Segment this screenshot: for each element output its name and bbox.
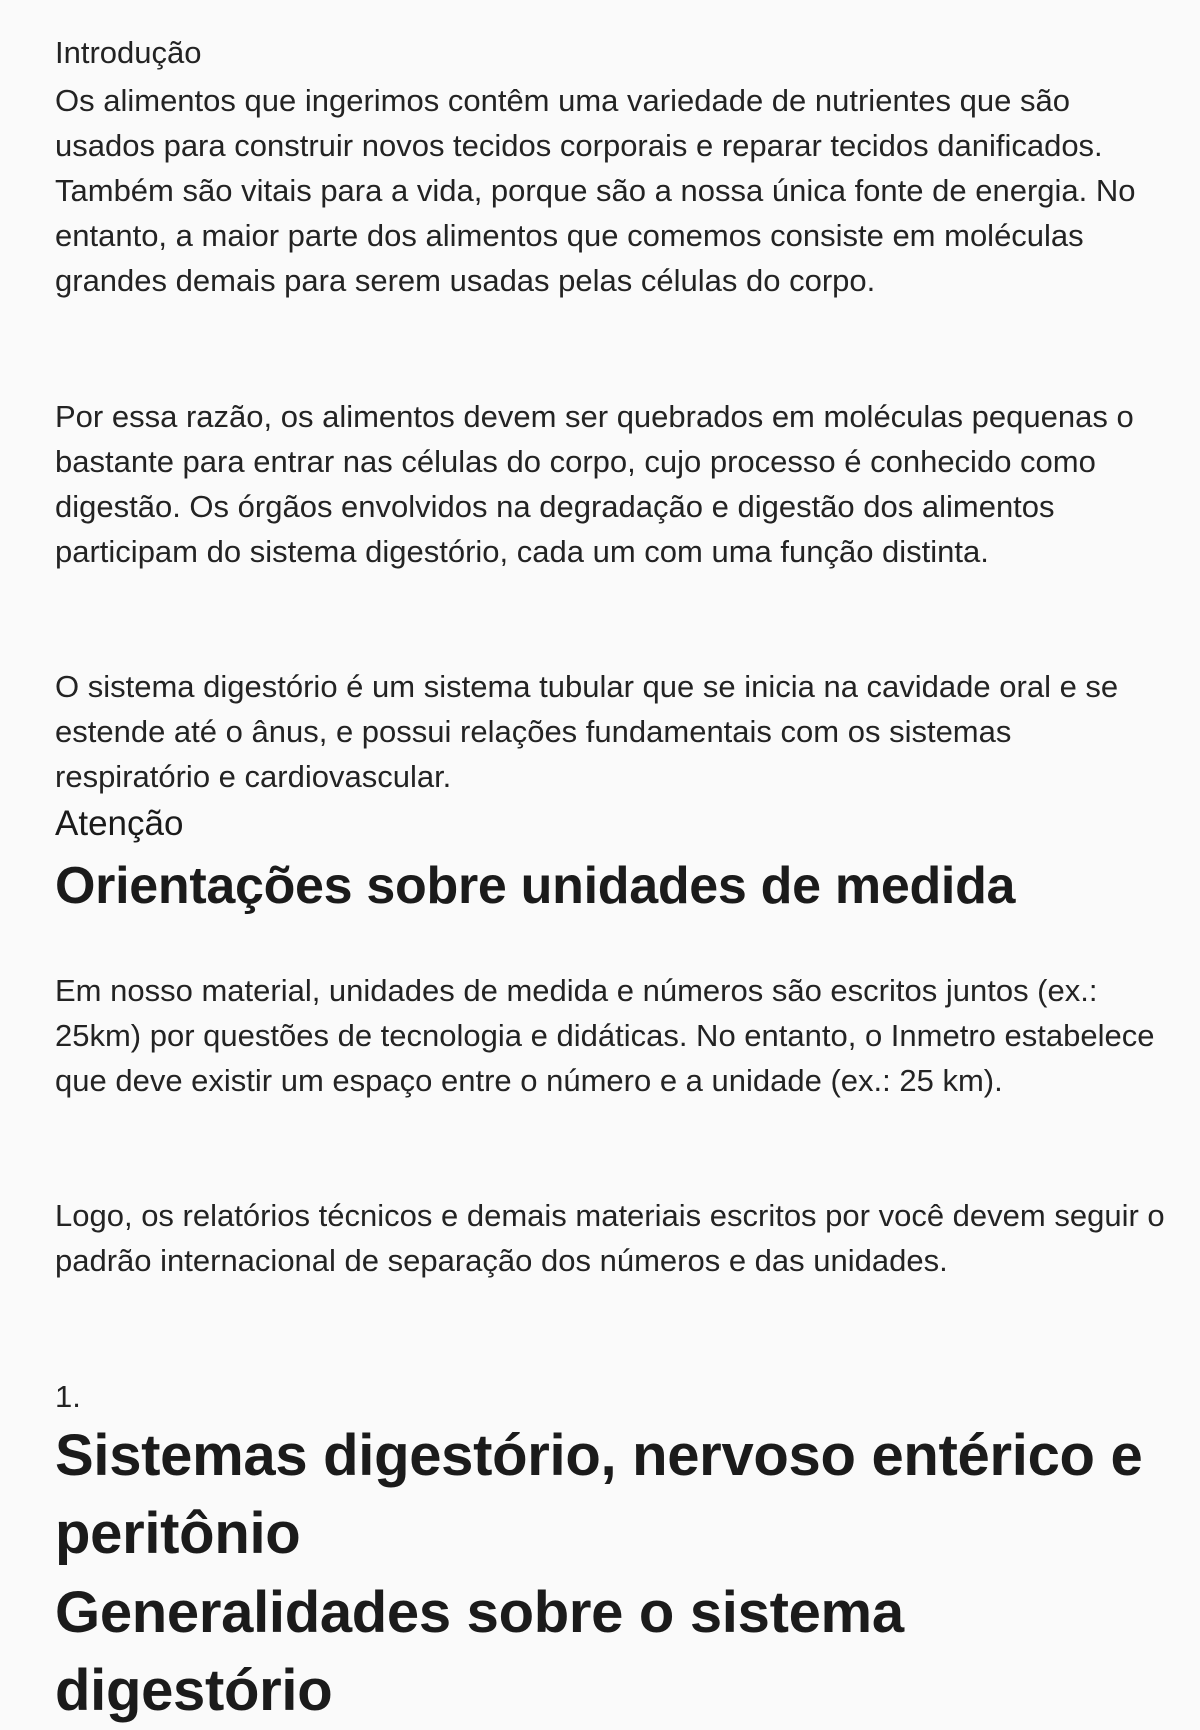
attention-paragraph-1: Em nosso material, unidades de medida e números são escritos juntos (ex.: 25km) por questões de tecnologia e didáticas. No entanto, o Inmetro estabelece que deve existir um espaço entre o número e a unidade (ex.: 25 km). <box>55 973 1155 1098</box>
section-title: Sistemas digestório, nervoso entérico e peritônio <box>55 1423 1143 1566</box>
intro-label: Introdução <box>55 35 202 70</box>
attention-paragraph-2: Logo, os relatórios técnicos e demais materiais escritos por você devem seguir o padrão internacional de separação dos números e das unidades. <box>55 1198 1165 1278</box>
section-subtitle: Generalidades sobre o sistema digestório <box>55 1580 904 1723</box>
intro-paragraph-1: Os alimentos que ingerimos contêm uma variedade de nutrientes que são usados para construir novos tecidos corporais e reparar tecidos danificados. Também são vitais para a vida, porque são a nossa única fonte de energia. No entanto, a maior parte dos alimentos que comemos consiste em moléculas grandes demais para serem usadas pelas células do corpo. <box>55 83 1136 298</box>
intro-paragraph-2: Por essa razão, os alimentos devem ser quebrados em moléculas pequenas o bastante para entrar nas células do corpo, cujo processo é conhecido como digestão. Os órgãos envolvidos na degradação e digestão dos alimentos participam do sistema digestório, cada um com uma função distinta. <box>55 399 1134 569</box>
attention-label: Atenção <box>55 804 184 843</box>
attention-title: Orientações sobre unidades de medida <box>55 857 1016 915</box>
intro-paragraph-3: O sistema digestório é um sistema tubular que se inicia na cavidade oral e se estende até o ânus, e possui relações fundamentais com os sistemas respiratório e cardiovascular. <box>55 669 1119 794</box>
section-number: 1. <box>55 1379 81 1414</box>
